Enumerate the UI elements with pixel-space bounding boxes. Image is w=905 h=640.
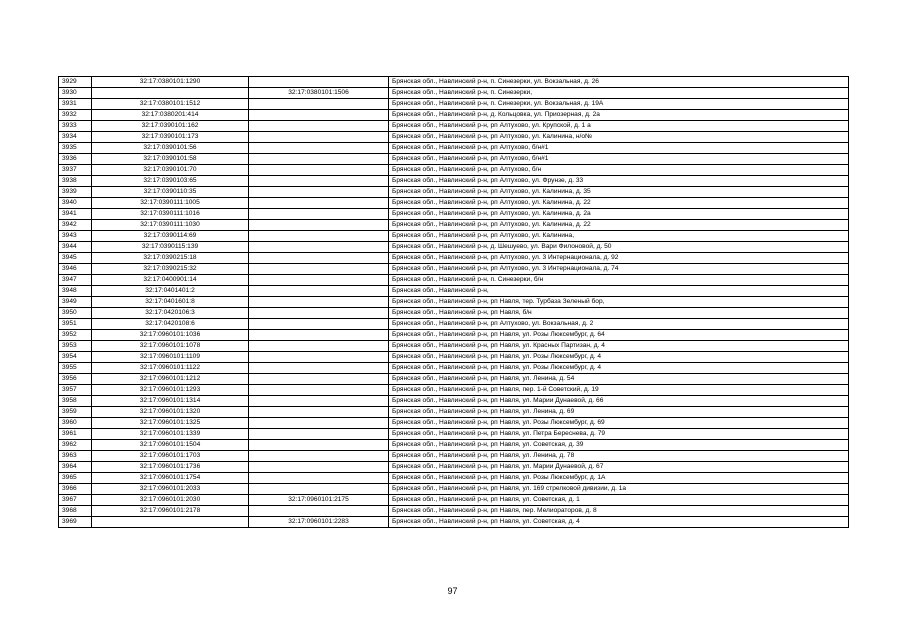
secondary-cadastral-number-cell — [249, 165, 389, 176]
cadastral-number-cell: 32:17:0960101:1504 — [92, 440, 249, 451]
cadastral-number-cell: 32:17:0390101:70 — [92, 165, 249, 176]
secondary-cadastral-number-cell — [249, 308, 389, 319]
address-cell: Брянская обл., Навлинский р-н, рп Навля, ул. Марии Дунаевой, д. 66 — [389, 396, 849, 407]
table-row — [59, 396, 849, 407]
cadastral-number-cell: 32:17:0960101:1703 — [92, 451, 249, 462]
row-number-cell: 3930 — [59, 88, 92, 99]
table-row — [59, 308, 849, 319]
table-row — [59, 110, 849, 121]
cadastral-number-cell: 32:17:0390101:58 — [92, 154, 249, 165]
address-cell: Брянская обл., Навлинский р-н, рп Навля, ул. Розы Люксембург, д. 69 — [389, 418, 849, 429]
row-number-cell: 3944 — [59, 242, 92, 253]
table-row — [59, 154, 849, 165]
cadastral-number-cell: 32:17:0960101:1212 — [92, 374, 249, 385]
row-number-cell: 3950 — [59, 308, 92, 319]
row-number-cell: 3949 — [59, 297, 92, 308]
table-row — [59, 220, 849, 231]
table-row — [59, 242, 849, 253]
address-cell: Брянская обл., Навлинский р-н, рп Алтухово, ул. 3 Интернационала, д. 74 — [389, 264, 849, 275]
cadastral-number-cell: 32:17:0960101:1736 — [92, 462, 249, 473]
page-number: 97 — [447, 586, 458, 596]
cadastral-number-cell: 32:17:0960101:2033 — [92, 484, 249, 495]
table-row — [59, 451, 849, 462]
table-row — [59, 374, 849, 385]
table-row — [59, 407, 849, 418]
row-number-cell: 3942 — [59, 220, 92, 231]
secondary-cadastral-number-cell — [249, 132, 389, 143]
address-cell: Брянская обл., Навлинский р-н, д. Кольцовка, ул. Приозерная, д. 2а — [389, 110, 849, 121]
row-number-cell: 3961 — [59, 429, 92, 440]
secondary-cadastral-number-cell — [249, 275, 389, 286]
table-row — [59, 165, 849, 176]
cadastral-number-cell: 32:17:0401601:8 — [92, 297, 249, 308]
secondary-cadastral-number-cell — [249, 187, 389, 198]
row-number-cell: 3966 — [59, 484, 92, 495]
secondary-cadastral-number-cell: 32:17:0380101:1506 — [249, 88, 389, 99]
secondary-cadastral-number-cell — [249, 341, 389, 352]
secondary-cadastral-number-cell — [249, 396, 389, 407]
cadastral-number-cell: 32:17:0390111:1030 — [92, 220, 249, 231]
cadastral-number-cell: 32:17:0960101:1293 — [92, 385, 249, 396]
table-row — [59, 484, 849, 495]
cadastral-number-cell: 32:17:0390215:32 — [92, 264, 249, 275]
cadastral-number-cell: 32:17:0390215:18 — [92, 253, 249, 264]
secondary-cadastral-number-cell — [249, 242, 389, 253]
row-number-cell: 3962 — [59, 440, 92, 451]
row-number-cell: 3941 — [59, 209, 92, 220]
row-number-cell: 3943 — [59, 231, 92, 242]
row-number-cell: 3945 — [59, 253, 92, 264]
secondary-cadastral-number-cell: 32:17:0960101:2175 — [249, 495, 389, 506]
row-number-cell: 3952 — [59, 330, 92, 341]
address-cell: Брянская обл., Навлинский р-н, п. Синезерки, ул. Вокзальная, д. 19А — [389, 99, 849, 110]
cadastral-number-cell: 32:17:0390111:1016 — [92, 209, 249, 220]
secondary-cadastral-number-cell — [249, 462, 389, 473]
row-number-cell: 3936 — [59, 154, 92, 165]
secondary-cadastral-number-cell — [249, 209, 389, 220]
table-row — [59, 132, 849, 143]
row-number-cell: 3968 — [59, 506, 92, 517]
row-number-cell: 3929 — [59, 77, 92, 88]
table-row — [59, 418, 849, 429]
address-cell: Брянская обл., Навлинский р-н, рп Навля, ул. Петра Береснева, д. 79 — [389, 429, 849, 440]
address-cell: Брянская обл., Навлинский р-н, п. Синезерки, ул. Вокзальная, д. 26 — [389, 77, 849, 88]
table-row — [59, 99, 849, 110]
row-number-cell: 3954 — [59, 352, 92, 363]
address-cell: Брянская обл., Навлинский р-н, рп Алтухово, ул. Вокзальная, д. 2 — [389, 319, 849, 330]
table-row — [59, 297, 849, 308]
cadastral-number-cell: 32:17:0960101:1754 — [92, 473, 249, 484]
row-number-cell: 3946 — [59, 264, 92, 275]
row-number-cell: 3947 — [59, 275, 92, 286]
cadastral-number-cell: 32:17:0960101:1339 — [92, 429, 249, 440]
cadastral-number-cell: 32:17:0390115:139 — [92, 242, 249, 253]
row-number-cell: 3933 — [59, 121, 92, 132]
secondary-cadastral-number-cell — [249, 176, 389, 187]
table-row — [59, 319, 849, 330]
row-number-cell: 3956 — [59, 374, 92, 385]
row-number-cell: 3934 — [59, 132, 92, 143]
row-number-cell: 3969 — [59, 517, 92, 528]
row-number-cell: 3937 — [59, 165, 92, 176]
address-cell: Брянская обл., Навлинский р-н, п. Синезерки, б/н — [389, 275, 849, 286]
table-row — [59, 264, 849, 275]
secondary-cadastral-number-cell — [249, 506, 389, 517]
table-row — [59, 187, 849, 198]
cadastral-number-cell: 32:17:0380101:1290 — [92, 77, 249, 88]
address-cell: Брянская обл., Навлинский р-н, рп Алтухово, б/н — [389, 165, 849, 176]
secondary-cadastral-number-cell — [249, 110, 389, 121]
cadastral-number-cell: 32:17:0400901:14 — [92, 275, 249, 286]
secondary-cadastral-number-cell — [249, 286, 389, 297]
cadastral-number-cell: 32:17:0420108:6 — [92, 319, 249, 330]
row-number-cell: 3959 — [59, 407, 92, 418]
address-cell: Брянская обл., Навлинский р-н, рп Навля, ул. Розы Люксембург, д. 64 — [389, 330, 849, 341]
secondary-cadastral-number-cell — [249, 143, 389, 154]
table-row — [59, 286, 849, 297]
address-cell: Брянская обл., Навлинский р-н, рп Алтухово, ул. Калинина, д. 2а — [389, 209, 849, 220]
secondary-cadastral-number-cell — [249, 231, 389, 242]
cadastral-number-cell: 32:17:0390101:162 — [92, 121, 249, 132]
cadastral-number-cell: 32:17:0390101:173 — [92, 132, 249, 143]
secondary-cadastral-number-cell — [249, 385, 389, 396]
table-row — [59, 517, 849, 528]
table-row — [59, 385, 849, 396]
row-number-cell: 3939 — [59, 187, 92, 198]
cadastral-number-cell: 32:17:0420106:3 — [92, 308, 249, 319]
secondary-cadastral-number-cell — [249, 352, 389, 363]
row-number-cell: 3935 — [59, 143, 92, 154]
row-number-cell: 3932 — [59, 110, 92, 121]
cadastral-number-cell: 32:17:0390101:56 — [92, 143, 249, 154]
address-cell: Брянская обл., Навлинский р-н, рп Навля, ул. Советская, д. 4 — [389, 517, 849, 528]
secondary-cadastral-number-cell — [249, 319, 389, 330]
secondary-cadastral-number-cell — [249, 198, 389, 209]
table-row — [59, 253, 849, 264]
address-cell: Брянская обл., Навлинский р-н, рп Навля, ул. Ленина, д. 78 — [389, 451, 849, 462]
address-cell: Брянская обл., Навлинский р-н, рп Алтухово, ул. Калинина, — [389, 231, 849, 242]
cadastral-number-cell: 32:17:0960101:1314 — [92, 396, 249, 407]
address-cell: Брянская обл., Навлинский р-н, рп Навля, ул. Красных Партизан, д. 4 — [389, 341, 849, 352]
secondary-cadastral-number-cell — [249, 297, 389, 308]
table-row — [59, 143, 849, 154]
table-row — [59, 341, 849, 352]
address-cell: Брянская обл., Навлинский р-н, рп Навля, ул. Ленина, д. 54 — [389, 374, 849, 385]
secondary-cadastral-number-cell — [249, 374, 389, 385]
table-row — [59, 462, 849, 473]
registry-table-body — [59, 77, 849, 528]
table-row — [59, 198, 849, 209]
address-cell: Брянская обл., Навлинский р-н, рп Алтухово, ул. 3 Интернационала, д. 92 — [389, 253, 849, 264]
row-number-cell: 3965 — [59, 473, 92, 484]
cadastral-number-cell: 32:17:0960101:1122 — [92, 363, 249, 374]
cadastral-number-cell: 32:17:0401401:2 — [92, 286, 249, 297]
secondary-cadastral-number-cell — [249, 363, 389, 374]
address-cell: Брянская обл., Навлинский р-н, рп Навля, ул. Советская, д. 39 — [389, 440, 849, 451]
row-number-cell: 3967 — [59, 495, 92, 506]
table-row — [59, 88, 849, 99]
secondary-cadastral-number-cell — [249, 418, 389, 429]
address-cell: Брянская обл., Навлинский р-н, рп Алтухово, б/н#1 — [389, 143, 849, 154]
table-row — [59, 440, 849, 451]
row-number-cell: 3948 — [59, 286, 92, 297]
address-cell: Брянская обл., Навлинский р-н, рп Алтухово, ул. Калинина, н/о№ — [389, 132, 849, 143]
table-row — [59, 77, 849, 88]
row-number-cell: 3964 — [59, 462, 92, 473]
address-cell: Брянская обл., Навлинский р-н, п. Синезерки, — [389, 88, 849, 99]
row-number-cell: 3960 — [59, 418, 92, 429]
cadastral-number-cell: 32:17:0960101:1109 — [92, 352, 249, 363]
address-cell: Брянская обл., Навлинский р-н, рп Навля, б/н — [389, 308, 849, 319]
secondary-cadastral-number-cell — [249, 99, 389, 110]
address-cell: Брянская обл., Навлинский р-н, рп Алтухово, ул. Калинина, д. 22 — [389, 198, 849, 209]
cadastral-number-cell: 32:17:0960101:2030 — [92, 495, 249, 506]
table-row — [59, 506, 849, 517]
secondary-cadastral-number-cell — [249, 407, 389, 418]
address-cell: Брянская обл., Навлинский р-н, рп Навля, пер. 1-й Советский, д. 19 — [389, 385, 849, 396]
cadastral-number-cell: 32:17:0390114:69 — [92, 231, 249, 242]
address-cell: Брянская обл., Навлинский р-н, рп Навля, ул. Советская, д. 1 — [389, 495, 849, 506]
cadastral-number-cell: 32:17:0390111:1005 — [92, 198, 249, 209]
address-cell: Брянская обл., Навлинский р-н, рп Навля, пер. Мелиораторов, д. 8 — [389, 506, 849, 517]
table-row — [59, 495, 849, 506]
address-cell: Брянская обл., Навлинский р-н, рп Навля, тер. Турбаза Зеленый бор, — [389, 297, 849, 308]
row-number-cell: 3955 — [59, 363, 92, 374]
secondary-cadastral-number-cell — [249, 473, 389, 484]
table-row — [59, 121, 849, 132]
table-row — [59, 176, 849, 187]
address-cell: Брянская обл., Навлинский р-н, рп Навля, ул. Розы Люксембург, д. 4 — [389, 363, 849, 374]
row-number-cell: 3953 — [59, 341, 92, 352]
address-cell: Брянская обл., Навлинский р-н, рп Навля, ул. Ленина, д. 69 — [389, 407, 849, 418]
cadastral-number-cell: 32:17:0960101:1325 — [92, 418, 249, 429]
address-cell: Брянская обл., Навлинский р-н, рп Навля, ул. Розы Люксембург, д. 1А — [389, 473, 849, 484]
secondary-cadastral-number-cell — [249, 330, 389, 341]
secondary-cadastral-number-cell — [249, 484, 389, 495]
address-cell: Брянская обл., Навлинский р-н, — [389, 286, 849, 297]
row-number-cell: 3931 — [59, 99, 92, 110]
cadastral-number-cell: 32:17:0380201:414 — [92, 110, 249, 121]
secondary-cadastral-number-cell — [249, 121, 389, 132]
secondary-cadastral-number-cell — [249, 154, 389, 165]
cadastral-number-cell — [92, 88, 249, 99]
address-cell: Брянская обл., Навлинский р-н, рп Навля, ул. Марии Дунаевой, д. 67 — [389, 462, 849, 473]
table-row — [59, 209, 849, 220]
address-cell: Брянская обл., Навлинский р-н, рп Навля, ул. 169 стрелковой дивизии, д. 1а — [389, 484, 849, 495]
cadastral-number-cell: 32:17:0390110:35 — [92, 187, 249, 198]
address-cell: Брянская обл., Навлинский р-н, рп Алтухово, ул. Фрунзе, д. 33 — [389, 176, 849, 187]
address-cell: Брянская обл., Навлинский р-н, рп Алтухово, ул. Калинина, д. 35 — [389, 187, 849, 198]
cadastral-number-cell: 32:17:0390103:65 — [92, 176, 249, 187]
secondary-cadastral-number-cell: 32:17:0960101:2283 — [249, 517, 389, 528]
address-cell: Брянская обл., Навлинский р-н, д. Шешуево, ул. Вари Филоновой, д. 50 — [389, 242, 849, 253]
cadastral-number-cell: 32:17:0960101:1320 — [92, 407, 249, 418]
row-number-cell: 3940 — [59, 198, 92, 209]
secondary-cadastral-number-cell — [249, 264, 389, 275]
cadastral-number-cell — [92, 517, 249, 528]
table-row — [59, 352, 849, 363]
table-row — [59, 363, 849, 374]
secondary-cadastral-number-cell — [249, 220, 389, 231]
cadastral-number-cell: 32:17:0960101:2178 — [92, 506, 249, 517]
registry-table — [58, 76, 849, 528]
cadastral-number-cell: 32:17:0960101:1078 — [92, 341, 249, 352]
table-row — [59, 275, 849, 286]
row-number-cell: 3938 — [59, 176, 92, 187]
address-cell: Брянская обл., Навлинский р-н, рп Алтухово, б/н#1 — [389, 154, 849, 165]
row-number-cell: 3957 — [59, 385, 92, 396]
table-row — [59, 231, 849, 242]
cadastral-number-cell: 32:17:0960101:1036 — [92, 330, 249, 341]
table-row — [59, 330, 849, 341]
secondary-cadastral-number-cell — [249, 451, 389, 462]
secondary-cadastral-number-cell — [249, 77, 389, 88]
address-cell: Брянская обл., Навлинский р-н, рп Навля, ул. Розы Люксембург, д. 4 — [389, 352, 849, 363]
table-row — [59, 429, 849, 440]
cadastral-number-cell: 32:17:0380101:1512 — [92, 99, 249, 110]
secondary-cadastral-number-cell — [249, 253, 389, 264]
row-number-cell: 3963 — [59, 451, 92, 462]
secondary-cadastral-number-cell — [249, 429, 389, 440]
row-number-cell: 3958 — [59, 396, 92, 407]
row-number-cell: 3951 — [59, 319, 92, 330]
table-row — [59, 473, 849, 484]
secondary-cadastral-number-cell — [249, 440, 389, 451]
address-cell: Брянская обл., Навлинский р-н, рп Алтухово, ул. Крупской, д. 1 а — [389, 121, 849, 132]
address-cell: Брянская обл., Навлинский р-н, рп Алтухово, ул. Калинина, д. 22 — [389, 220, 849, 231]
